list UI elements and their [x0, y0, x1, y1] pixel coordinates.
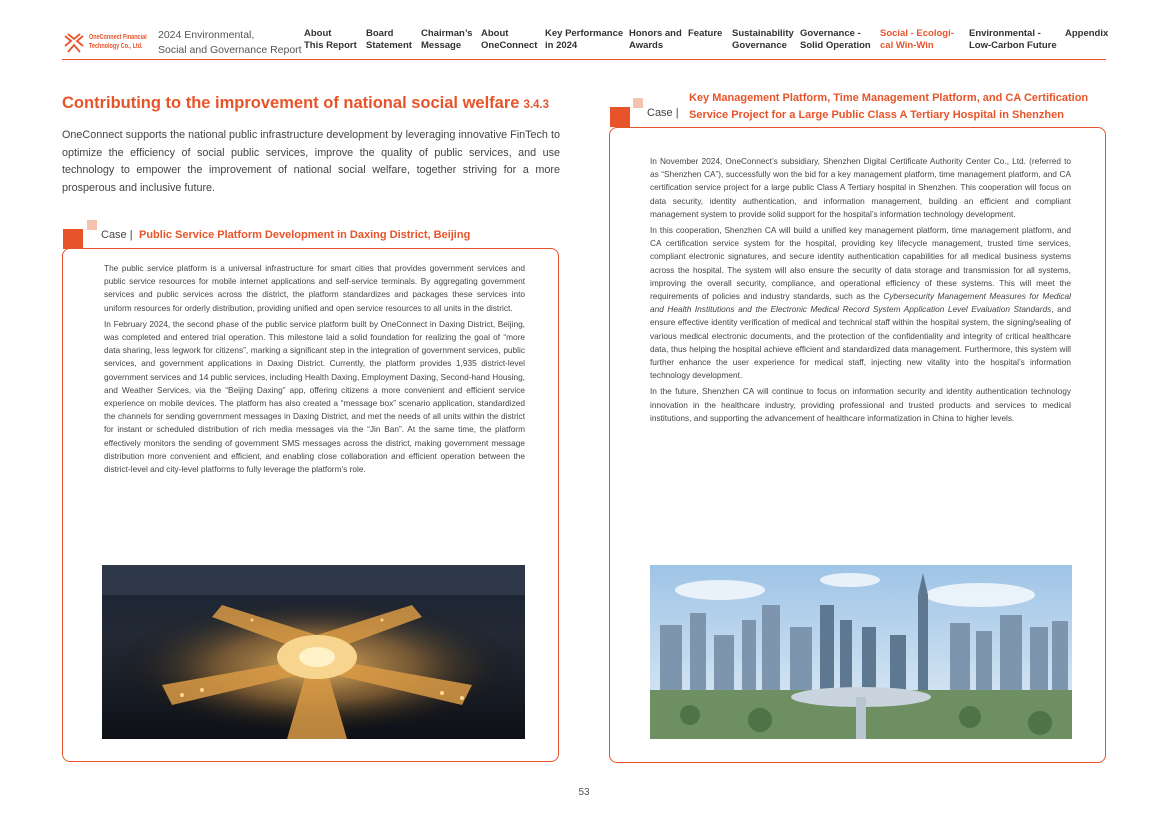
report-title-line1: 2024 Environmental, — [158, 29, 255, 41]
nav-item-feature[interactable] — [688, 28, 722, 40]
case-decoration-small — [87, 220, 97, 230]
case-label: Case | — [101, 229, 133, 241]
nav-item-appendix[interactable] — [1065, 28, 1108, 40]
nav-label: Low-Carbon Future — [969, 40, 1057, 51]
nav-label: cal Win-Win — [880, 40, 934, 51]
nav-label: About — [481, 28, 509, 39]
case-paragraph: In February 2024, the second phase of the public service platform built by OneConnect in Daxing District, Beijing, was completed and entered trial operation. This milestone laid a solid foundation for realizing the goal of “more data sharing, less legwork for citizens”, marking a significant step in the integration of government services, public services, and government applications in Daxing District. Currently, the platform provides 1,935 district-level government services and 14 public services, including Health Daxing, Employment Daxing, Second-hand Housing, and Weather Services, via the “Beijing Daxing” app, offering citizens a more convenient and efficient service experience on mobile devices. The platform has also created a “message box” scenario application, standardized the channels for sending government messages in Daxing District, and met the needs of all units within the district for instant or scheduled distribution of rich media messages via the “Jin Ban”. At the same time, the platform effectively monitors the sending of government SMS messages across the district, making government message distribution more convenient and efficient, and enabling close collaboration and efficient operation between the district-level and city-level platforms to fully leverage the platform’s role. — [104, 318, 525, 475]
nav-label: Chairman’s — [421, 28, 473, 39]
case-paragraph: In the future, Shenzhen CA will continue to focus on information security and identity authentication technology innovation in the healthcare industry, providing professional and trusted products and services to medical institutions, and supporting the advancement of healthcare informatization in China to higher levels. — [650, 386, 1071, 423]
nav-item-environmental[interactable] — [969, 28, 1057, 52]
nav-label: Message — [421, 40, 462, 51]
section-title — [62, 94, 549, 113]
nav-item-governance[interactable] — [800, 28, 871, 52]
page-number: 53 — [578, 787, 590, 798]
shenzhen-skyline-photo — [650, 565, 1072, 739]
airport-night-photo — [102, 565, 525, 739]
nav-label: Board — [366, 28, 394, 39]
section-title-text: Contributing to the improvement of national social welfare — [62, 94, 520, 112]
nav-item-chairmans-message[interactable] — [421, 28, 472, 52]
page-header — [62, 26, 1109, 60]
nav-label: Governance - — [800, 28, 861, 39]
company-logo[interactable] — [62, 30, 154, 56]
case-paragraph: The public service platform is a universal infrastructure for smart cities that provides government services and public service resources for mobile internet applications and self-service terminals. By aggregating government services and public services across the district, the platform standardizes and packages these services into uniform resources for orderly distribution, providing unified and open service resources to all units in the district. — [104, 263, 525, 313]
nav-label: Awards — [629, 40, 664, 51]
nav-label: Key Performance — [545, 28, 624, 39]
case-paragraph — [650, 224, 1071, 382]
nav-label: Governance — [732, 40, 787, 51]
nav-label: Appendix — [1065, 28, 1109, 39]
case-paragraph: In November 2024, OneConnect’s subsidiary, Shenzhen Digital Certificate Authority Center Co., Ltd. (referred to as “Shenzhen CA”), successfully won the bid for a key management platform, time management platform, and CA certification service project for a large public Class A Tertiary hospital in Shenzhen. This cooperation will focus on data security, identity authentication, and information management, building an efficient and compliant management system to provide solid support for the hospital’s information technology development. — [650, 156, 1071, 219]
airport-photo-illustration — [102, 565, 525, 739]
nav-label: About — [304, 28, 332, 39]
section-intro — [62, 127, 560, 197]
nav-label: OneConnect — [481, 40, 538, 51]
nav-item-sustainability-governance[interactable] — [732, 28, 794, 52]
case-title: Key Management Platform, Time Management Platform, and CA Certification Service Project for a Large Public Class A Tertiary Hospital in Shenzhen — [689, 92, 1089, 121]
intro-paragraph: OneConnect supports the national public infrastructure development by leveraging innovative FinTech to optimize the efficiency of social public services, improve the quality of public services, and use technology to empower the improvement of national social welfare, together striving for a more prosperous and inclusive future. — [62, 129, 560, 194]
nav-item-board-statement[interactable] — [366, 28, 412, 52]
report-title — [158, 28, 302, 58]
nav-label: in 2024 — [545, 40, 578, 51]
nav-item-about-this-report[interactable] — [304, 28, 357, 52]
case-decoration-large — [63, 229, 83, 249]
nav-item-social[interactable] — [880, 28, 954, 52]
nav-item-about-oneconnect[interactable] — [481, 28, 537, 52]
case-title: Public Service Platform Development in Daxing District, Beijing — [139, 229, 471, 241]
logo-text: OneConnect Financial Technology Co., Ltd. — [89, 34, 147, 50]
case-decoration-small — [633, 98, 643, 108]
nav-label: Statement — [366, 40, 412, 51]
nav-label: Environmental - — [969, 28, 1041, 39]
nav-label: Sustainability — [732, 28, 794, 39]
nav-label: Solid Operation — [800, 40, 871, 51]
section-number: 3.4.3 — [523, 99, 550, 111]
nav-label: Honors and — [629, 28, 682, 39]
skyline-photo-illustration — [650, 565, 1072, 739]
case-text-italic: Cybersecurity Management Measures for Medical and Health Institutions and the Electronic Medical Record System Application Level Evaluation Standards — [650, 291, 1071, 315]
case-decoration-large — [610, 107, 630, 127]
case-body-right — [650, 155, 1071, 425]
case-label: Case | — [647, 107, 679, 119]
nav-label: Social - Ecologi- — [880, 28, 954, 39]
case-text-run: , and ensure effective identity verification of medical and technical staff within the hospital system, the signing/sealing of various medical electronic documents, and the protection of the confidentiality and integrity of critical healthcare data, thus helping the hospital achieve efficient and standardized data management. Furthermore, this system will further enhance the user experience for medical staff, injecting new vitality into the hospital’s information technology development. — [650, 304, 1071, 381]
report-title-line2: Social and Governance Report — [158, 44, 302, 56]
nav-label: This Report — [304, 40, 357, 51]
logo-mark-icon — [62, 32, 86, 54]
nav-item-key-performance[interactable] — [545, 28, 623, 52]
case-text-run: In this cooperation, Shenzhen CA will build a unified key management platform, time management platform, and CA certification service system for the hospital, providing key lifecycle management, trusted time services, compliant electronic signatures, and secure identity authentication capabilities for all medical business systems across the hospital. The system will also ensure the security of data storage and transmission for all systems, improving the overall security, compliance, and operational efficiency of these systems. This will meet the requirements of policies and industry standards, such as the — [650, 225, 1071, 302]
nav-item-honors-awards[interactable] — [629, 28, 682, 52]
case-body-left — [104, 262, 525, 476]
nav-label: Feature — [688, 28, 723, 39]
